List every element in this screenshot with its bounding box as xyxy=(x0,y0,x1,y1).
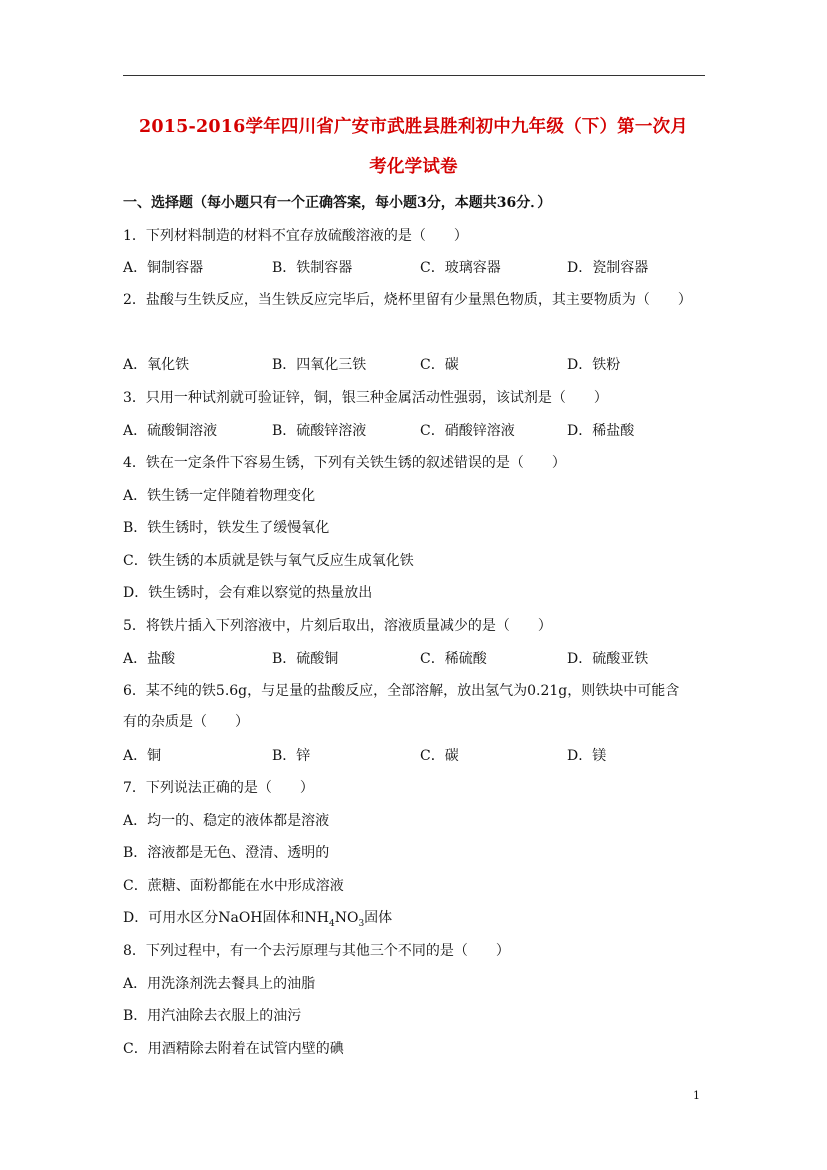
question-1-option-c: C．玻璃容器 xyxy=(420,260,501,276)
question-8-option-c: C．用酒精除去附着在试管内壁的碘 xyxy=(123,1041,344,1057)
question-3-stem: 3．只用一种试剂就可验证锌，铜，银三种金属活动性强弱，该试剂是（ ） xyxy=(123,390,608,406)
question-4-option-d: D．铁生锈时，会有难以察觉的热量放出 xyxy=(123,585,373,601)
question-7-option-b: B．溶液都是无色、澄清、透明的 xyxy=(123,845,330,861)
question-6-option-c: C．碳 xyxy=(420,748,459,764)
question-4-option-a: A．铁生锈一定伴随着物理变化 xyxy=(123,488,316,504)
question-6-option-b: B．锌 xyxy=(272,748,311,764)
question-7-option-d-text: 固体 xyxy=(364,910,393,926)
question-2-option-c: C．碳 xyxy=(420,357,459,373)
question-2-stem: 2．盐酸与生铁反应，当生铁反应完毕后，烧杯里留有少量黑色物质，其主要物质为（ ） xyxy=(123,292,692,308)
question-3-option-a: A．硫酸铜溶液 xyxy=(123,423,218,439)
question-4-stem: 4．铁在一定条件下容易生锈，下列有关铁生锈的叙述错误的是（ ） xyxy=(123,455,566,471)
question-8-option-a: A．用洗涤剂洗去餐具上的油脂 xyxy=(123,976,316,992)
header-rule xyxy=(123,75,705,76)
question-5-option-b: B．硫酸铜 xyxy=(272,651,339,667)
exam-title-line-1: 2015-2016学年四川省广安市武胜县胜利初中九年级（下）第一次月 xyxy=(139,117,688,137)
question-5-option-d: D．硫酸亚铁 xyxy=(567,651,649,667)
question-4-option-b: B．铁生锈时，铁发生了缓慢氧化 xyxy=(123,520,330,536)
question-7-option-d-text: NO xyxy=(334,910,359,926)
question-7-stem: 7．下列说法正确的是（ ） xyxy=(123,780,314,796)
question-6-stem-line-2: 有的杂质是（ ） xyxy=(123,714,249,730)
subscript: 4 xyxy=(328,918,335,929)
question-1-option-a: A．铜制容器 xyxy=(123,260,204,276)
question-4-option-c: C．铁生锈的本质就是铁与氧气反应生成氧化铁 xyxy=(123,553,414,569)
question-1-option-b: B．铁制容器 xyxy=(272,260,353,276)
question-1-option-d: D．瓷制容器 xyxy=(567,260,649,276)
question-7-option-c: C．蔗糖、面粉都能在水中形成溶液 xyxy=(123,878,344,894)
question-2-option-b: B．四氧化三铁 xyxy=(272,357,367,373)
question-2-option-d: D．铁粉 xyxy=(567,357,621,373)
question-7-option-d-text: D．可用水区分NaOH固体和NH xyxy=(123,910,329,926)
question-2-option-a: A．氧化铁 xyxy=(123,357,190,373)
exam-title-line-2: 考化学试卷 xyxy=(369,157,458,177)
question-1-stem: 1．下列材料制造的材料不宜存放硫酸溶液的是（ ） xyxy=(123,228,468,244)
question-8-stem: 8．下列过程中，有一个去污原理与其他三个不同的是（ ） xyxy=(123,943,510,959)
question-3-option-c: C．硝酸锌溶液 xyxy=(420,423,515,439)
question-5-stem: 5．将铁片插入下列溶液中，片刻后取出，溶液质量减少的是（ ） xyxy=(123,618,552,634)
page-number: 1 xyxy=(693,1089,700,1102)
question-5-option-c: C．稀硫酸 xyxy=(420,651,487,667)
question-6-option-d: D．镁 xyxy=(567,748,607,764)
question-6-stem-line-1: 6．某不纯的铁5.6g，与足量的盐酸反应，全部溶解，放出氢气为0.21g，则铁块中可能含 xyxy=(123,683,680,699)
subscript: 3 xyxy=(358,918,365,929)
question-3-option-d: D．稀盐酸 xyxy=(567,423,635,439)
question-3-option-b: B．硫酸锌溶液 xyxy=(272,423,367,439)
question-8-option-b: B．用汽油除去衣服上的油污 xyxy=(123,1008,302,1024)
question-7-option-d xyxy=(123,909,392,933)
question-6-option-a: A．铜 xyxy=(123,748,162,764)
question-5-option-a: A．盐酸 xyxy=(123,651,176,667)
section-heading: 一、选择题（每小题只有一个正确答案，每小题3分，本题共36分．） xyxy=(123,195,552,211)
question-7-option-a: A．均一的、稳定的液体都是溶液 xyxy=(123,813,330,829)
